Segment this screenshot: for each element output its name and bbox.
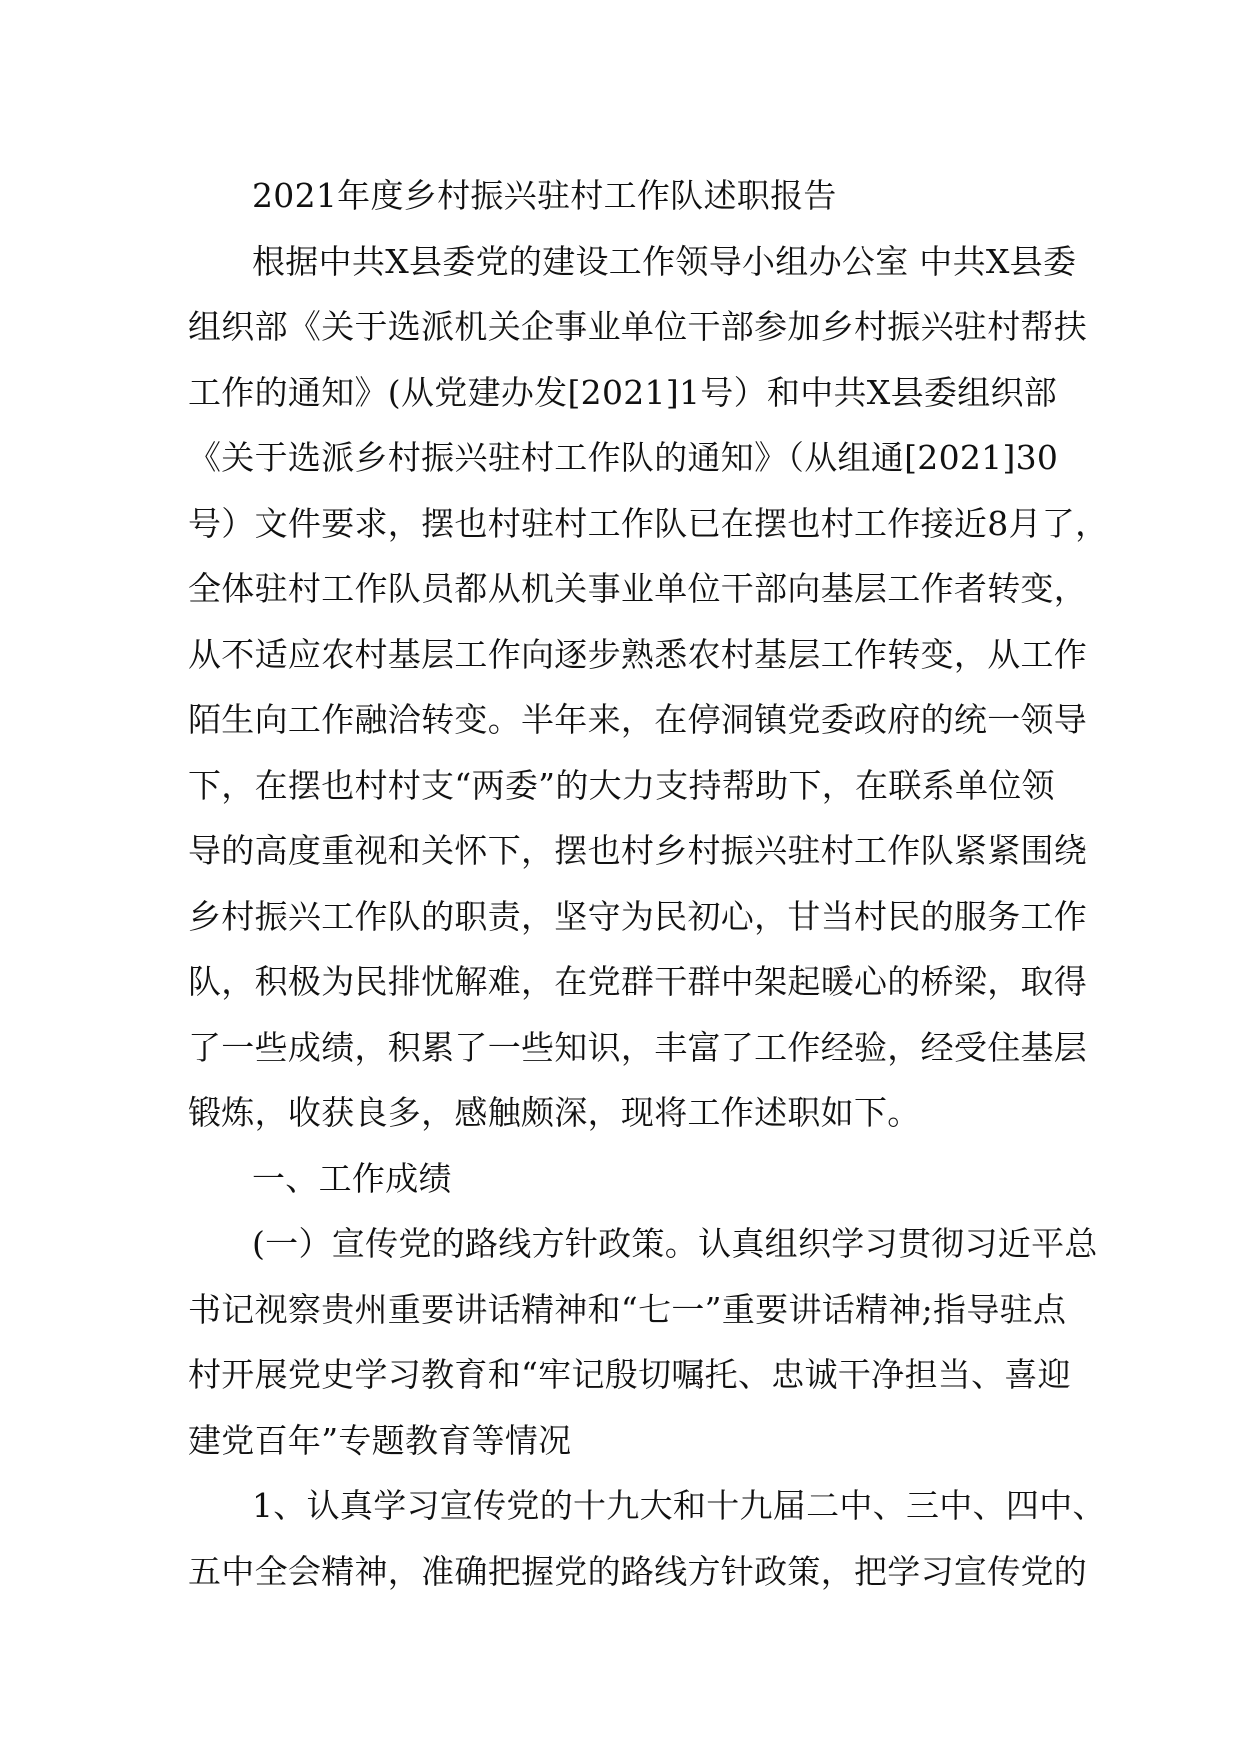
- item-paragraph-line: 1、认真学习宣传党的十九大和十九届二中、三中、四中、: [252, 1486, 1106, 1525]
- intro-paragraph-line: 组织部《关于选派机关企事业单位干部参加乡村振兴驻村帮扶: [188, 307, 1088, 346]
- intro-paragraph-line: 锻炼，收获良多，感触颇深，现将工作述职如下。: [188, 1093, 921, 1132]
- intro-paragraph-line: 乡村振兴工作队的职责，坚守为民初心，甘当村民的服务工作: [188, 896, 1088, 936]
- section-heading: 一、工作成绩: [252, 1158, 452, 1198]
- intro-paragraph-line: 《关于选派乡村振兴驻村工作队的通知》（从组通[2021]30: [188, 438, 1059, 477]
- intro-paragraph-line: 工作的通知》(从党建办发[2021]1号）和中共X县委组织部: [188, 372, 1058, 412]
- intro-paragraph-line: 下，在摆也村村支“两委”的大力支持帮助下，在联系单位领: [188, 765, 1055, 805]
- subsection-paragraph-line: (一）宣传党的路线方针政策。认真组织学习贯彻习近平总: [252, 1224, 1098, 1263]
- intro-paragraph-line: 了一些成绩，积累了一些知识，丰富了工作经验，经受住基层: [188, 1027, 1088, 1067]
- subsection-paragraph-line: 书记视察贵州重要讲话精神和“七一”重要讲话精神;指导驻点: [188, 1289, 1067, 1329]
- document-title: 2021年度乡村振兴驻村工作队述职报告: [252, 176, 837, 215]
- subsection-paragraph-line: 村开展党史学习教育和“牢记殷切嘱托、忠诚干净担当、喜迎: [188, 1355, 1071, 1394]
- subsection-paragraph-line: 建党百年”专题教育等情况: [188, 1420, 572, 1460]
- intro-paragraph-line: 队，积极为民排忧解难，在党群干群中架起暖心的桥梁，取得: [188, 962, 1088, 1001]
- intro-paragraph-line: 陌生向工作融洽转变。半年来，在停洞镇党委政府的统一领导: [188, 700, 1088, 739]
- intro-paragraph-line: 导的高度重视和关怀下，摆也村乡村振兴驻村工作队紧紧围绕: [188, 831, 1088, 870]
- item-paragraph-line: 五中全会精神，准确把握党的路线方针政策，把学习宣传党的: [188, 1551, 1088, 1591]
- intro-paragraph-line: 全体驻村工作队员都从机关事业单位干部向基层工作者转变，: [188, 569, 1088, 608]
- document-body: [188, 163, 1109, 1604]
- intro-paragraph-line: 从不适应农村基层工作向逐步熟悉农村基层工作转变，从工作: [188, 634, 1088, 674]
- intro-paragraph-line: 根据中共X县委党的建设工作领导小组办公室 中共X县委: [252, 241, 1077, 281]
- intro-paragraph-line: 号）文件要求，摆也村驻村工作队已在摆也村工作接近8月了，: [188, 503, 1109, 543]
